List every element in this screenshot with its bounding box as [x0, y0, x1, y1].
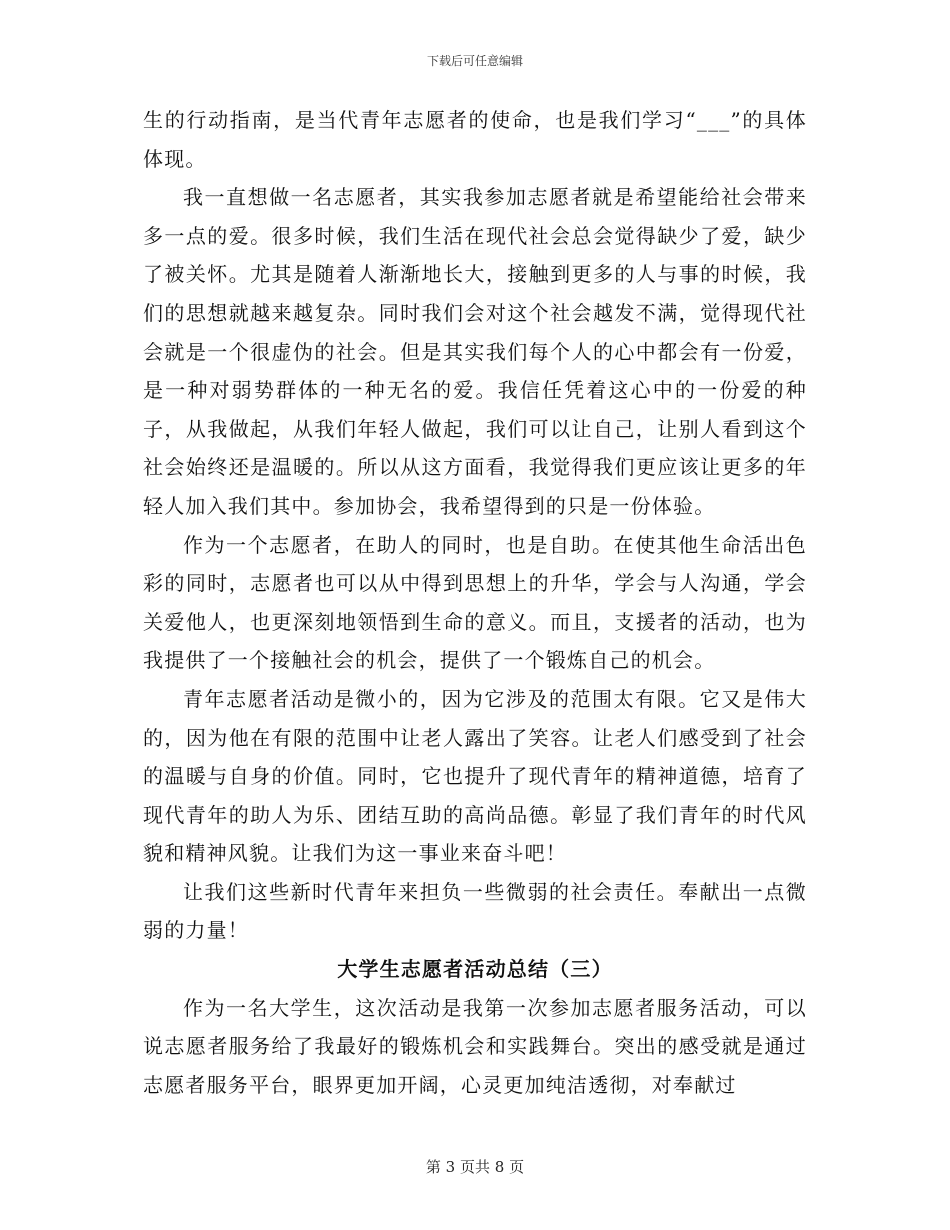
section-title: 大学生志愿者活动总结（三）	[337, 957, 613, 982]
page-header: 下载后可任意编辑	[426, 54, 523, 68]
paragraph-self-help: 作为一个志愿者，在助人的同时，也是自助。在使其他生命活出色彩的同时，志愿者也可以从中得到思想上的升华，学会与人沟通，学会关爱他人，也更深刻地领悟到生命的意义。而且，支援者的活动，也为我提供了一个接触社会的机会，提供了一个锻炼自己的机会。	[143, 532, 807, 673]
page-number: 第 3 页共 8 页	[425, 1158, 525, 1176]
paragraph-section-intro: 作为一名大学生，这次活动是我第一次参加志愿者服务活动，可以说志愿者服务给了我最好的锻炼机会和实践舞台。突出的感受就是通过志愿者服务平台，眼界更加开阔，心灵更加纯洁透彻，对奉献过	[143, 995, 807, 1097]
paragraph-responsibility: 让我们这些新时代青年来担负一些微弱的社会责任。奉献出一点微弱的力量！	[143, 879, 807, 943]
paragraph-continued: 生的行动指南，是当代青年志愿者的使命，也是我们学习“___”的具体体现。	[143, 108, 807, 171]
paragraph-volunteer-wish: 我一直想做一名志愿者，其实我参加志愿者就是希望能给社会带来多一点的爱。很多时候，我们生活在现代社会总会觉得缺少了爱，缺少了被关怀。尤其是随着人渐渐地长大，接触到更多的人与事的时候，我们的思想就越来越复杂。同时我们会对这个社会越发不满，觉得现代社会就是一个很虚伪的社会。但是其实我们每个人的心中都会有一份爱，是一种对弱势群体的一种无名的爱。我信任凭着这心中的一份爱的种子，从我做起，从我们年轻人做起，我们可以让自己，让别人看到这个社会始终还是温暖的。所以从这方面看，我觉得我们更应该让更多的年轻人加入我们其中。参加协会，我希望得到的只是一份体验。	[143, 185, 807, 518]
paragraph-youth-activity: 青年志愿者活动是微小的，因为它涉及的范围太有限。它又是伟大的，因为他在有限的范围中让老人露出了笑容。让老人们感受到了社会的温暖与自身的价值。同时，它也提升了现代青年的精神道德，培育了现代青年的助人为乐、团结互助的高尚品德。彰显了我们青年的时代风貌和精神风貌。让我们为这一事业来奋斗吧！	[143, 686, 807, 866]
document-body	[143, 101, 807, 1104]
